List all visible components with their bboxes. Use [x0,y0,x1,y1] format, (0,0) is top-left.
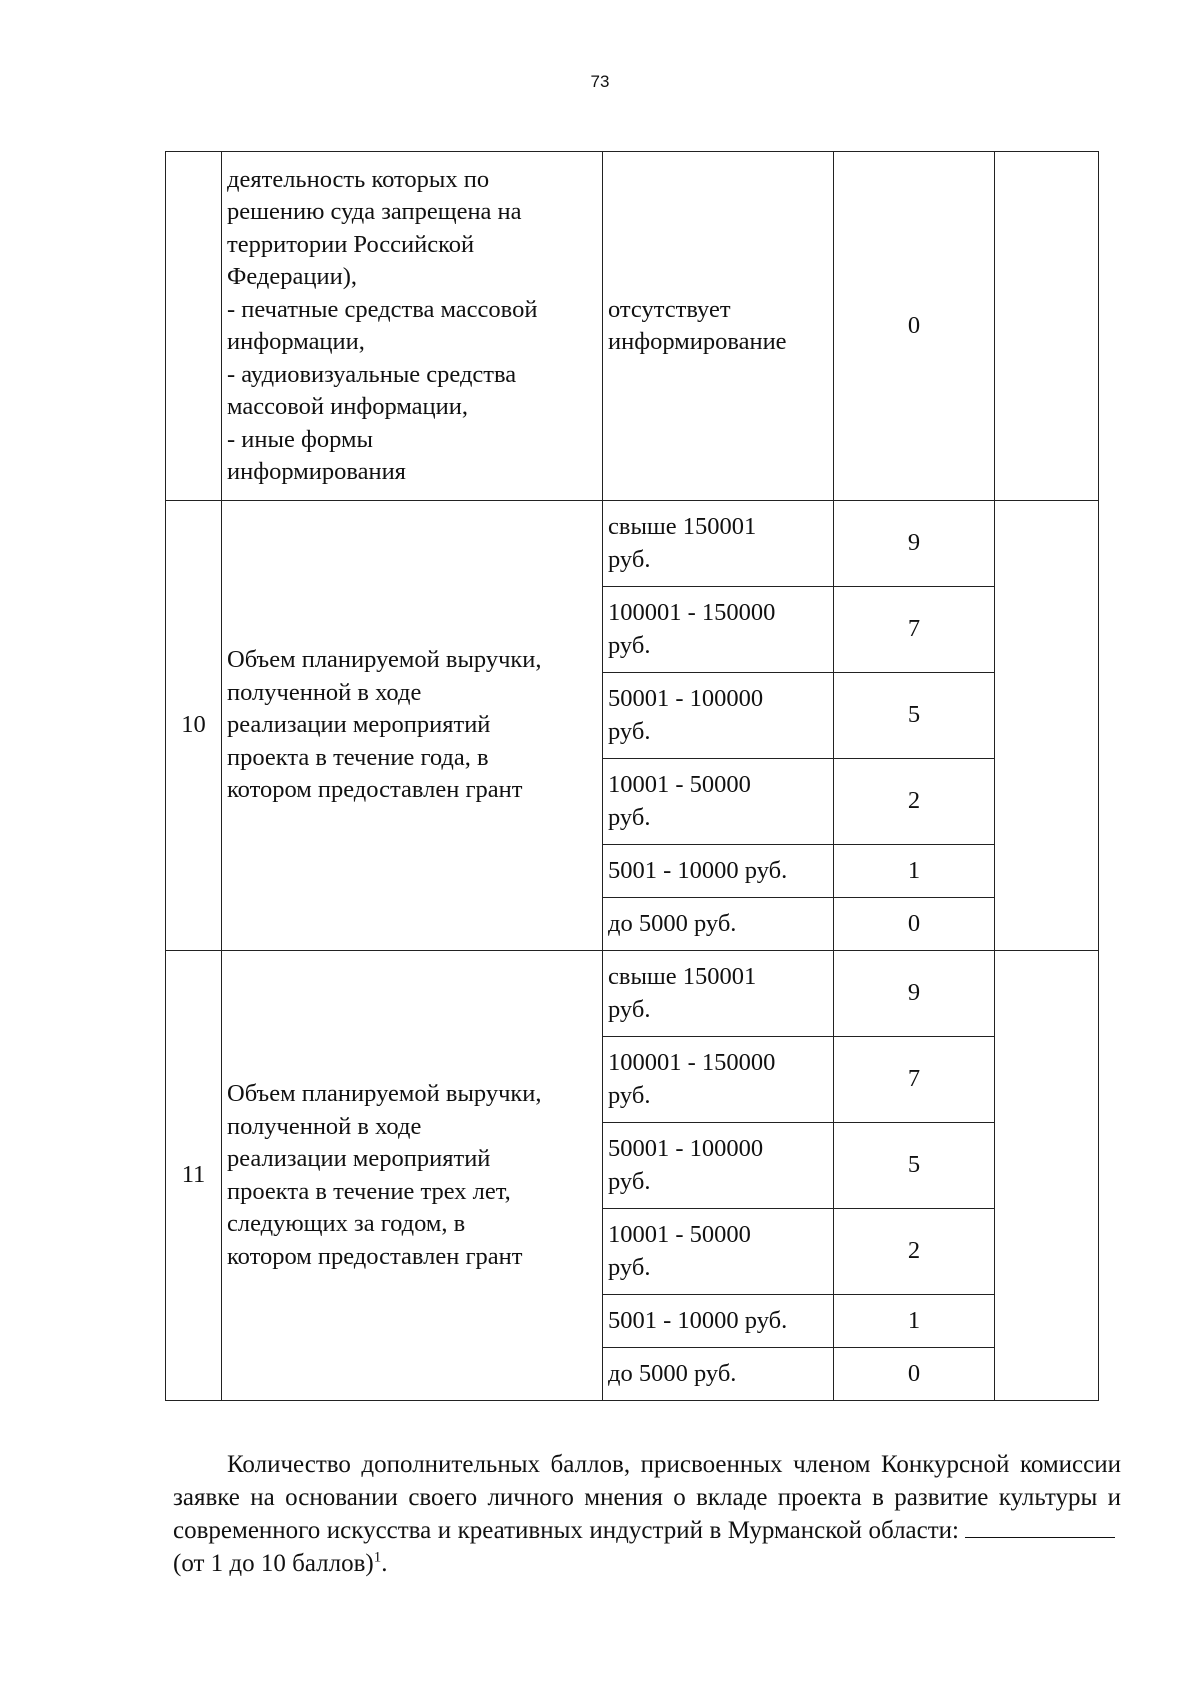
score-cell: 5 [834,1123,995,1209]
row-number-cell: 11 [166,951,222,1401]
score-cell: 0 [834,1348,995,1401]
scoring-table [165,151,1099,1401]
option-cell: свыше 150001 руб. [603,501,834,587]
points-range-text: (от 1 до 10 баллов) [173,1550,374,1577]
table-row [166,951,1099,1037]
criterion-cell: деятельность которых по решению суда запрещена на территории Российской Федерации), - печатные средства массовой информации, - аудиовизуальные средства массовой информации, - иные формы информирования [222,152,603,501]
option-cell: отсутствует информирование [603,152,834,501]
table-row [166,501,1099,587]
option-cell: 100001 - 150000 руб. [603,587,834,673]
option-cell: 50001 - 100000 руб. [603,673,834,759]
score-cell: 0 [834,152,995,501]
table-row [166,152,1099,501]
criterion-cell: Объем планируемой выручки, полученной в ходе реализации мероприятий проекта в течение трех лет, следующих за годом, в котором предоставлен грант [222,951,603,1401]
points-blank-line [965,1515,1115,1538]
score-cell: 1 [834,1295,995,1348]
option-cell: до 5000 руб. [603,898,834,951]
option-cell: до 5000 руб. [603,1348,834,1401]
score-cell: 7 [834,587,995,673]
assessment-cell [995,951,1099,1401]
row-number-cell: 10 [166,501,222,951]
score-cell: 9 [834,951,995,1037]
score-cell: 2 [834,1209,995,1295]
score-cell: 5 [834,673,995,759]
option-cell: 5001 - 10000 руб. [603,1295,834,1348]
option-cell: 10001 - 50000 руб. [603,759,834,845]
score-cell: 2 [834,759,995,845]
score-cell: 9 [834,501,995,587]
option-cell: 10001 - 50000 руб. [603,1209,834,1295]
score-cell: 0 [834,898,995,951]
criterion-cell: Объем планируемой выручки, полученной в ходе реализации мероприятий проекта в течение года, в котором предоставлен грант [222,501,603,951]
option-cell: 5001 - 10000 руб. [603,845,834,898]
row-number-cell [166,152,222,501]
footnote-mark: 1 [373,1549,382,1566]
score-cell: 1 [834,845,995,898]
option-cell: свыше 150001 руб. [603,951,834,1037]
assessment-cell [995,501,1099,951]
option-cell: 50001 - 100000 руб. [603,1123,834,1209]
additional-points-paragraph: Количество дополнительных баллов, присвоенных членом Конкурсной комиссии заявке на основании своего личного мнения о вкладе проекта в развитие культуры и современного искусства и креативных индустрий в Мурманской области:(от 1 до 10 баллов)$^1$. [173,1451,1121,1577]
paragraph-text: Количество дополнительных баллов, присвоенных членом Конкурсной комиссии заявке на основании своего личного мнения о вкладе проекта в развитие культуры и современного искусства и креативных индустрий в Мурманской области: [173,1451,1121,1544]
page-number: 73 [590,72,610,91]
option-cell: 100001 - 150000 руб. [603,1037,834,1123]
score-cell: 7 [834,1037,995,1123]
assessment-cell [995,152,1099,501]
